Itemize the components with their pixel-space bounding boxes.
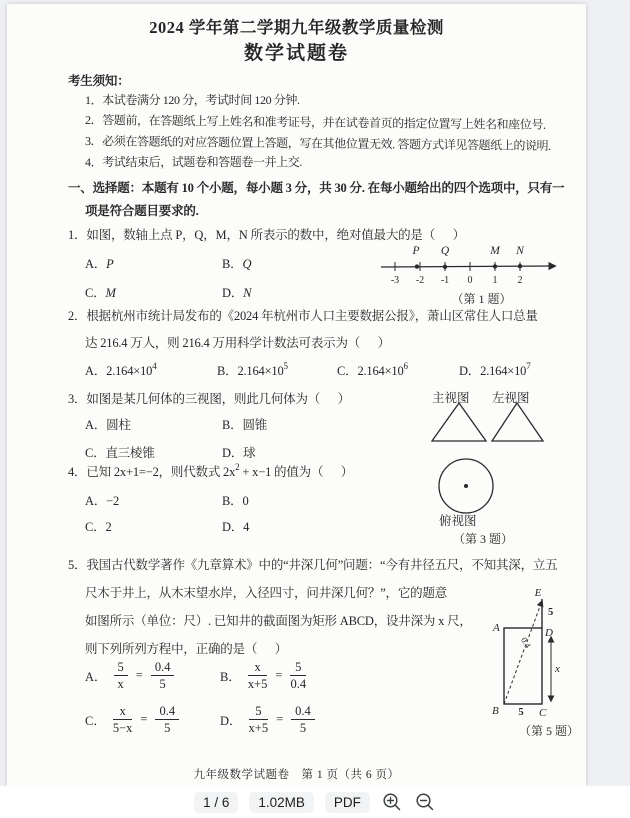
q4-option-b-value: 0	[242, 494, 249, 508]
q1-tick-label: -3	[390, 275, 400, 286]
q4-option-d-label: D．	[222, 520, 244, 534]
q3-option-c	[85, 446, 155, 461]
q4-option-d	[222, 520, 249, 535]
q1-point-n-label: N	[516, 245, 524, 257]
q5-option-a	[85, 660, 174, 692]
q2-option-c-base: 2.164×10	[357, 364, 404, 378]
q3-side-view-triangle	[492, 403, 543, 441]
q4-text-pre: 4．已知 2x+1=−2，则代数式 2x	[68, 465, 236, 479]
q3-side-view-label: 左视图	[492, 391, 530, 405]
q5-option-a-fraction-left: $\frac{5}{x}$	[114, 660, 128, 692]
q1-point-m-label: M	[490, 245, 500, 257]
q2-option-d-base: 2.164×10	[480, 364, 527, 378]
q1-option-a	[85, 257, 114, 272]
equals-sign: =	[275, 668, 283, 683]
q2-text-line2: 达 216.4 万人，则 216.4 万用科学计数法可表示为（ ）	[85, 336, 390, 350]
q5-option-b-label: B．	[220, 669, 241, 684]
q5-option-d-label: D．	[220, 713, 242, 728]
q1-tick-label: 0	[467, 275, 473, 286]
q1-text: 1．如图，数轴上点 P，Q，M，N 所表示的数中，绝对值最大的是（ ）	[68, 228, 465, 242]
q2-option-a-exponent: 4	[152, 360, 157, 371]
section-header-line2: 项是符合题目要求的.	[85, 204, 199, 218]
q2-option-a-label: A．	[85, 364, 107, 378]
q5-option-a-label: A．	[85, 669, 107, 684]
q2-option-a	[85, 360, 157, 379]
q5-option-a-fraction-right: $\frac{0.4}{5}$	[151, 660, 175, 692]
notice-item-4: 4．考试结束后，试题卷和答题卷一并上交.	[85, 155, 303, 169]
q1-tick-label: 1	[492, 275, 498, 286]
q2-option-b-label: B．	[217, 364, 238, 378]
q3-option-c-label: C．	[85, 446, 106, 460]
q3-option-a-value: 圆柱	[106, 418, 131, 432]
q4-option-a-value: −2	[106, 494, 120, 508]
notice-heading: 考生须知：	[68, 74, 130, 88]
doc-title-line2: 数学试题卷	[243, 43, 349, 64]
q2-option-d-label: D．	[459, 364, 481, 378]
q2-text-line1: 2．根据杭州市统计局发布的《2024 年杭州市人口主要数据公报》，萧山区常住人口总量	[68, 309, 538, 323]
q5-offset-value: 0.4	[519, 635, 534, 650]
q5-option-c-label: C．	[85, 713, 106, 728]
q4-option-d-value: 4	[243, 520, 250, 534]
zoom-out-icon	[415, 792, 435, 812]
q1-option-b-label: B．	[222, 257, 243, 271]
q5-label-a: A	[493, 622, 500, 634]
q2-option-a-base: 2.164×10	[106, 364, 153, 378]
q4-text	[68, 461, 354, 480]
q2-option-b	[217, 360, 288, 379]
page-footer: 九年级数学试题卷 第 1 页（共 6 页）	[193, 769, 400, 781]
file-type-badge: PDF	[325, 792, 370, 813]
q5-label-d: D	[545, 627, 553, 639]
q1-tick-label: -1	[440, 275, 450, 286]
q3-option-d	[222, 446, 255, 461]
q5-option-c-fraction-right: $\frac{0.4}{5}$	[155, 704, 179, 736]
q5-label-b: B	[492, 705, 499, 717]
q5-text-line3: 如图所示（单位：尺）. 已知井的截面图为矩形 ABCD，设井深为 x 尺，	[85, 614, 472, 628]
pdf-page	[7, 4, 586, 786]
q5-well-figure	[489, 582, 614, 720]
q2-option-c	[337, 360, 408, 379]
q4-option-c-value: 2	[105, 520, 112, 534]
q4-text-post: + x−1 的值为（ ）	[239, 465, 354, 479]
file-size-badge: 1.02MB	[249, 792, 314, 813]
q3-option-b	[222, 418, 267, 433]
q3-option-a-label: A．	[85, 418, 107, 432]
q2-option-b-base: 2.164×10	[237, 364, 284, 378]
q3-front-view-label: 主视图	[432, 391, 470, 405]
equals-sign: =	[135, 668, 143, 683]
q2-option-b-exponent: 5	[283, 360, 288, 371]
q5-option-d-fraction-left: $\frac{5}{x+5}$	[248, 704, 269, 736]
q3-figure-caption: （第 3 题）	[453, 532, 514, 546]
q1-option-c	[85, 286, 116, 301]
q2-option-c-exponent: 6	[403, 360, 408, 371]
page-indicator: 1 / 6	[194, 792, 238, 813]
q5-ed-length: 5	[548, 607, 554, 618]
q1-option-b	[222, 257, 251, 272]
q5-label-c: C	[539, 707, 547, 719]
q4-option-b-label: B．	[222, 494, 243, 508]
q4-option-b	[222, 494, 249, 509]
q5-text-line4: 则下列所列方程中，正确的是（ ）	[85, 642, 288, 656]
q1-figure-caption: （第 1 题）	[451, 292, 512, 306]
q5-option-b-fraction-left: $\frac{x}{x+5}$	[247, 660, 268, 692]
q1-option-a-value: P	[106, 257, 114, 271]
q1-tick-label: -2	[415, 275, 425, 286]
q3-option-b-value: 圆锥	[242, 418, 268, 432]
q1-number-line-figure	[379, 242, 584, 290]
zoom-in-button[interactable]	[381, 791, 403, 813]
q3-front-view-triangle	[432, 403, 486, 441]
notice-item-2: 2．答题前，在答题纸上写上姓名和准考证号，并在试卷首页的指定位置写上姓名和座位号.	[84, 113, 546, 132]
q4-option-c	[85, 520, 112, 535]
q5-sightline	[504, 601, 542, 704]
q1-option-d-value: N	[243, 286, 252, 300]
q3-option-d-value: 球	[243, 446, 256, 460]
q4-exponent: 2	[235, 461, 240, 472]
q2-option-c-label: C．	[337, 364, 358, 378]
q3-option-b-label: B．	[222, 418, 243, 432]
q1-point-q-label: Q	[440, 245, 450, 257]
notice-item-1: 1．本试卷满分 120 分，考试时间 120 分钟.	[85, 93, 300, 107]
q4-option-a-label: A．	[85, 494, 107, 508]
q5-option-b	[220, 660, 306, 692]
zoom-out-button[interactable]	[414, 791, 436, 813]
q5-text-line2: 尺木于井上，从木末望水岸，入径四寸，问井深几何？”，它的题意	[85, 586, 448, 600]
zoom-in-icon	[382, 792, 402, 812]
q3-top-view-label: 俯视图	[439, 514, 477, 528]
q4-option-a	[85, 494, 119, 509]
q4-option-c-label: C．	[85, 520, 106, 534]
q5-text-line1: 5．我国古代数学著作《九章算术》中的“井深几何”问题：“今有井径五尺，不知其深，立五	[68, 558, 558, 572]
q5-option-b-fraction-right: $\frac{5}{0.4}$	[290, 660, 307, 692]
q5-option-d-fraction-right: $\frac{0.4}{5}$	[291, 704, 315, 736]
q5-option-c	[85, 704, 179, 736]
equals-sign: =	[276, 712, 284, 727]
q3-three-views-figure	[427, 386, 589, 548]
section-header-line1: 一、选择题：本题有 10 个小题，每小题 3 分，共 30 分. 在每小题给出的四个选项中，只有一	[68, 181, 565, 195]
q1-tick-label: 2	[517, 275, 523, 286]
q5-bc-length: 5	[518, 707, 524, 718]
q1-option-b-value: Q	[242, 257, 252, 271]
pdf-toolbar	[0, 786, 630, 818]
q5-label-e: E	[534, 587, 542, 599]
q5-figure-caption: （第 5 题）	[518, 724, 579, 738]
notice-item-3: 3．必须在答题纸的对应答题位置上答题，写在其他位置无效. 答题方式详见答题纸上的说明.	[84, 134, 551, 153]
q1-option-c-value: M	[105, 286, 116, 300]
q5-option-c-fraction-left: $\frac{x}{5-x}$	[112, 704, 133, 736]
q3-text: 3．如图是某几何体的三视图，则此几何体为（ ）	[68, 392, 350, 406]
q1-option-c-label: C．	[85, 286, 106, 300]
doc-title-line1: 2024 学年第二学期九年级教学质量检测	[149, 18, 444, 37]
q2-option-d	[459, 360, 531, 379]
q3-option-a	[85, 418, 131, 433]
q1-option-d	[222, 286, 251, 301]
q5-option-d	[220, 704, 315, 736]
q5-depth-variable: x	[555, 663, 560, 675]
q2-option-d-exponent: 7	[526, 360, 531, 371]
q3-option-c-value: 直三棱锥	[105, 446, 155, 460]
q1-option-d-label: D．	[222, 286, 244, 300]
q3-option-d-label: D．	[222, 446, 244, 460]
equals-sign: =	[140, 712, 148, 727]
q1-option-a-label: A．	[85, 257, 107, 271]
q1-point-p-label: P	[412, 245, 420, 257]
